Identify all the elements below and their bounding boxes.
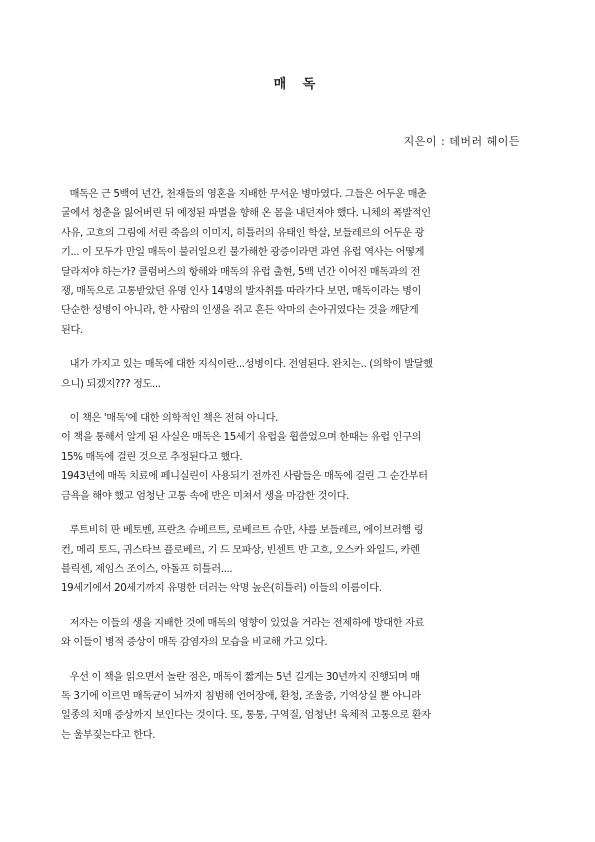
- text-line: 으니) 되겠지??? 정도...: [61, 378, 161, 390]
- text-line: 이 책을 통해서 알게 된 사실은 매독은 15세기 유럽을 휩쓸었으며 한때는 유럽 인구의: [61, 432, 422, 444]
- text-line: 19세기에서 20세기까지 유명한 더러는 악명 높은(히틀러) 이들의 이름이다.: [61, 583, 382, 595]
- text-line: 블릭센, 제임스 조이스, 아돌프 히틀러....: [61, 563, 233, 575]
- text-line: 달라져야 하는가? 콜럼버스의 항해와 매독의 유럽 출현, 5백 년간 이어진 매독과의 전: [61, 266, 421, 278]
- text-line: 된다.: [61, 324, 83, 336]
- text-line: 금욕을 해야 했고 엄청난 고통 속에 반은 미쳐서 생을 마감한 것이다.: [61, 490, 350, 502]
- text-line: 굴에서 청춘을 잃어버린 뒤 예정된 파멸을 향해 온 몸을 내던져야 했다. 니체의 폭발적인: [61, 208, 431, 220]
- paragraph: [61, 355, 537, 394]
- text-line: 15% 매독에 걸린 것으로 추정된다고 했다.: [61, 451, 243, 463]
- paragraph: [61, 668, 537, 746]
- text-line: 쟁, 매독으로 고통받았던 유명 인사 14명의 발자취를 따라가다 보면, 매독이라는 병이: [61, 286, 422, 298]
- text-line: 컨, 메리 토드, 귀스타브 플로베르, 기 드 모파상, 빈센트 반 고흐, 오스카 와일드, 카렌: [61, 544, 420, 556]
- paragraph: [61, 409, 537, 506]
- text-line: 기... 이 모두가 만일 매독이 불러일으킨 불가해한 광증이라면 과연 유럽 역사는 어떻게: [61, 247, 425, 259]
- text-line: 저자는 이들의 생을 지배한 것에 매독의 영향이 있었을 거라는 전제하에 방대한 자료: [61, 617, 425, 629]
- text-line: 독 3기에 이르면 매독균이 뇌까지 침범해 언어장애, 환청, 조울증, 기억상실 뿐 아니라: [61, 690, 421, 702]
- paragraph: [61, 614, 537, 653]
- text-line: 1943년에 매독 치료에 페니실린이 사용되기 전까진 사람들은 매독에 걸린 그 순간부터: [61, 471, 428, 483]
- text-line: 는 울부짖는다고 한다.: [61, 729, 156, 741]
- text-line: 이 책은 '매독'에 대한 의학적인 책은 전혀 아니다.: [61, 413, 279, 425]
- text-line: 내가 가지고 있는 매독에 대한 지식이란...성병이다. 전염된다. 완치는.. (의학이 발달했: [61, 359, 433, 371]
- text-line: 단순한 성병이 아니라, 한 사람의 인생을 쥐고 흔든 악마의 손아귀였다는 것을 깨닫게: [61, 305, 419, 317]
- text-line: 매독은 근 5백여 년간, 천재들의 영혼을 지배한 무서운 병마였다. 그들은 어두운 매춘: [61, 189, 427, 200]
- paragraph: [61, 185, 537, 340]
- text-line: 루트비히 판 베토벤, 프란츠 슈베르트, 로베르트 슈만, 샤를 보들레르, 에이브러햄 링: [61, 525, 424, 537]
- author-line: 지은이 : 데버러 헤이든: [403, 135, 520, 148]
- paragraph: [61, 521, 537, 599]
- text-line: 사유, 고흐의 그림에 서린 죽음의 이미지, 히틀러의 유태인 학살, 보들레르의 어두운 광: [61, 227, 425, 239]
- text-line: 우선 이 책을 읽으면서 놀란 점은, 매독이 짧게는 5년 길게는 30년까지 진행되며 매: [61, 671, 420, 683]
- text-line: 와 이들이 병적 증상이 매독 감염자의 모습을 비교해 가고 있다.: [61, 637, 328, 649]
- document-title: 매 독: [273, 77, 322, 92]
- document-body: [61, 185, 537, 760]
- text-line: 일종의 치매 증상까지 보인다는 것이다. 또, 통통, 구역질, 엄청난! 육체적 고통으로 환자: [61, 710, 431, 722]
